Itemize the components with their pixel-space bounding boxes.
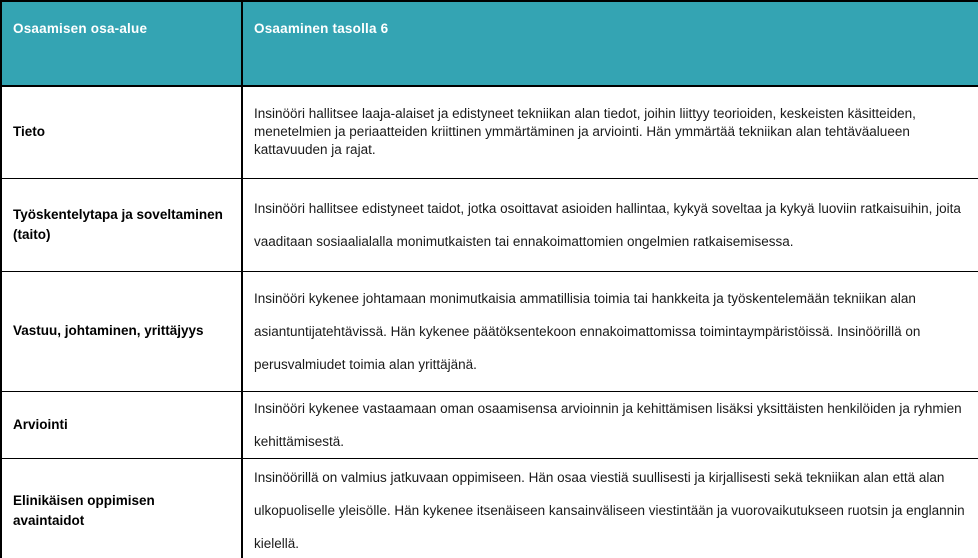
row-label: Elinikäisen oppimisen avaintaidot bbox=[1, 458, 242, 558]
table-row-arviointi bbox=[1, 391, 978, 458]
column-header-taso-6: Osaaminen tasolla 6 bbox=[242, 1, 978, 86]
row-description: Insinööri kykenee vastaamaan oman osaamisensa arvioinnin ja kehittämisen lisäksi yksittäisten henkilöiden ja ryhmien kehittämisestä. bbox=[242, 391, 978, 458]
row-description: Insinööri hallitsee laaja-alaiset ja edistyneet tekniikan alan tiedot, joihin liittyy teorioiden, keskeisten käsitteiden, menetelmien ja periaatteiden kriittinen ymmärtäminen ja arviointi. Hän ymmärtää tekniikan alan tehtäväalueen kattavuuden ja rajat. bbox=[242, 86, 978, 178]
table-header-row bbox=[1, 1, 978, 86]
column-header-osa-alue: Osaamisen osa-alue bbox=[1, 1, 242, 86]
row-label: Tieto bbox=[1, 86, 242, 178]
row-description: Insinöörillä on valmius jatkuvaan oppimiseen. Hän osaa viestiä suullisesti ja kirjallisesti sekä tekniikan alan että alan ulkopuoliselle yleisölle. Hän kykenee itsenäiseen kansainväliseen viestintään ja vuorovaikutukseen ruotsin ja englannin kielellä. bbox=[242, 458, 978, 558]
row-label: Arviointi bbox=[1, 391, 242, 458]
table-row-vastuu bbox=[1, 271, 978, 391]
table-row-tieto bbox=[1, 86, 978, 178]
row-description: Insinööri hallitsee edistyneet taidot, jotka osoittavat asioiden hallintaa, kykyä soveltaa ja kykyä luoviin ratkaisuihin, joita vaaditaan sosiaalialalla monimutkaisten tai ennakoimattomien ongelmien ratkaisemisessa. bbox=[242, 178, 978, 271]
table-row-elinikainen bbox=[1, 458, 978, 558]
row-description: Insinööri kykenee johtamaan monimutkaisia ammatillisia toimia tai hankkeita ja työskentelemään tekniikan alan asiantuntijatehtävissä. Hän kykenee päätöksentekoon ennakoimattomissa toimintaympäristöissä. Insinöörillä on perusvalmiudet toimia alan yrittäjänä. bbox=[242, 271, 978, 391]
row-label: Vastuu, johtaminen, yrittäjyys bbox=[1, 271, 242, 391]
table-row-tyoskentelytapa bbox=[1, 178, 978, 271]
row-label: Työskentelytapa ja soveltaminen (taito) bbox=[1, 178, 242, 271]
